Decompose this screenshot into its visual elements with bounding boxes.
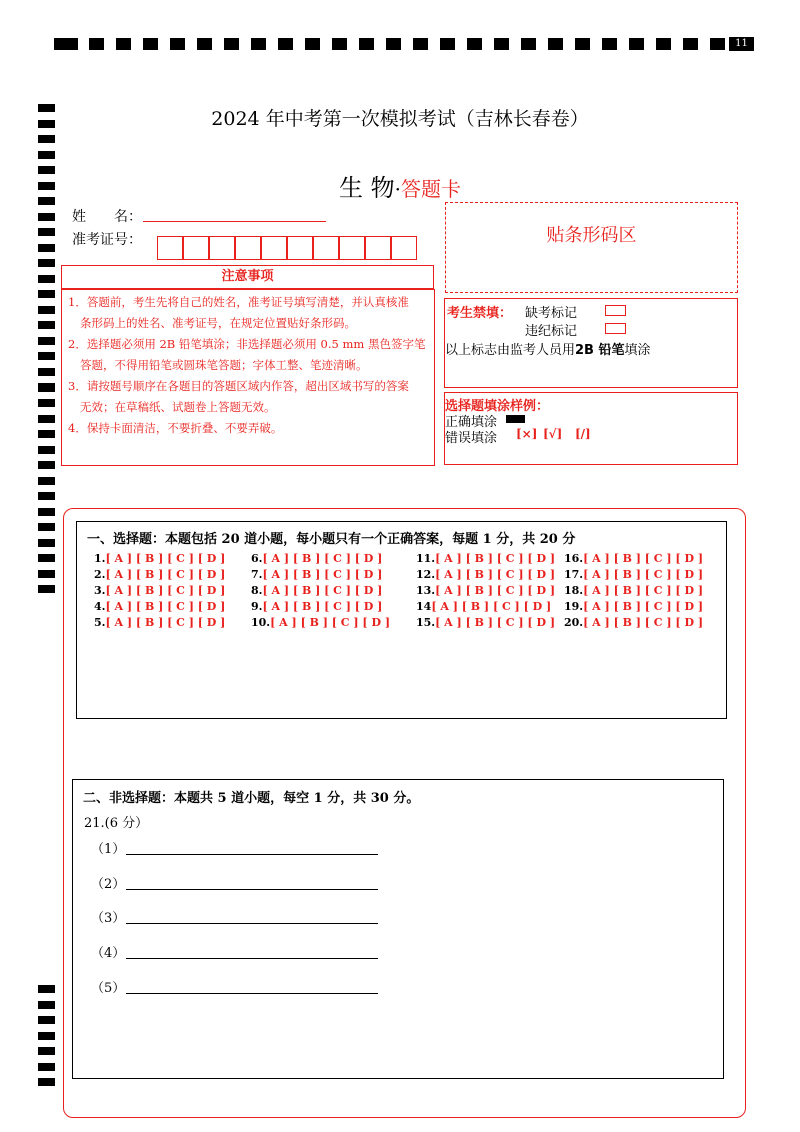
timing-mark [38,985,55,993]
timing-mark [413,38,428,50]
timing-mark [224,38,239,50]
forbidden-box [444,298,738,388]
choice-options[interactable]: [ A ] [ B ] [ C ] [ D ] [262,584,383,597]
notice-line: 4．保持卡面清洁，不要折叠、不要弄破。 [68,421,283,435]
timing-mark [38,539,55,547]
timing-mark [38,1063,55,1071]
question-number: 6. [251,552,263,565]
choice-options[interactable]: [ A ] [ B ] [ C ] [ D ] [583,584,704,597]
choice-options[interactable]: [ A ] [ B ] [ C ] [ D ] [583,568,704,581]
question-number: 19. [564,600,584,613]
timing-mark [38,570,55,578]
title-dot: · [394,177,401,201]
choice-options[interactable]: [ A ] [ B ] [ C ] [ D ] [583,600,704,613]
ticket-label: 准考证号： [72,232,142,248]
choice-item[interactable] [251,568,382,581]
timing-mark [440,38,455,50]
question-number: 7. [251,568,263,581]
timing-mark [494,38,509,50]
choice-item[interactable] [94,568,225,581]
timing-mark [278,38,293,50]
timing-mark [38,321,55,329]
question-number: 17. [564,568,584,581]
timing-mark [521,38,536,50]
choice-item[interactable] [251,552,382,565]
notice-header-box [61,265,434,289]
choice-grid [94,552,714,632]
section2-heading: 二、非选择题：本题共 5 道小题，每空 1 分，共 30 分。 [83,791,420,806]
choice-options[interactable]: [ A ] [ B ] [ C ] [ D ] [583,616,704,629]
sub-question-label: （5） [91,981,126,996]
timing-mark [38,1032,55,1040]
timing-mark [38,151,55,159]
choice-item[interactable] [251,600,382,613]
ticket-digit-box[interactable] [313,236,339,260]
page-number: 11 [729,37,754,51]
choice-item[interactable] [251,616,390,629]
choice-options[interactable]: [ A ] [ B ] [ C ] [ D ] [105,584,226,597]
fill-sample-heading: 选择题填涂样例： [445,399,550,414]
timing-mark [38,290,55,298]
wrong-fill-label: 错误填涂 [445,431,498,446]
choice-item[interactable] [251,584,382,597]
ticket-digit-box[interactable] [157,236,183,260]
timing-mark [38,508,55,516]
sub-question-label: （1） [91,842,126,857]
answer-line[interactable] [126,993,378,994]
subject-name: 生 物 [339,174,395,202]
timing-mark [38,399,55,407]
timing-mark [38,461,55,469]
choice-item[interactable] [94,552,225,565]
choice-options[interactable]: [ A ] [ B ] [ C ] [ D ] [435,616,556,629]
fill-sample-box [444,392,738,465]
barcode-area [445,202,738,293]
question-number: 8. [251,584,263,597]
wrong-mark-slash: [/] [575,427,591,441]
notice-line: 条形码上的姓名、准考证号，在规定位置贴好条形码。 [80,316,356,330]
section2-box [72,779,724,1079]
wrong-mark-check: [√] [543,427,563,441]
choice-options[interactable]: [ A ] [ B ] [ C ] [ D ] [270,616,391,629]
timing-mark [38,1047,55,1055]
timing-mark [386,38,401,50]
question-number: 3. [94,584,106,597]
ticket-digit-box[interactable] [183,236,209,260]
timing-mark [38,1001,55,1009]
timing-mark [38,352,55,360]
choice-options[interactable]: [ A ] [ B ] [ C ] [ D ] [262,568,383,581]
question-number: 9. [251,600,263,613]
ticket-digit-box[interactable] [391,236,417,260]
timing-mark [116,38,131,50]
choice-item[interactable] [564,584,703,597]
choice-item[interactable] [94,600,225,613]
timing-mark [38,492,55,500]
question-number: 1. [94,552,106,565]
choice-options[interactable]: [ A ] [ B ] [ C ] [ D ] [105,552,226,565]
timing-mark-bar [54,38,754,52]
answer-line[interactable] [126,854,378,855]
choice-options[interactable]: [ A ] [ B ] [ C ] [ D ] [431,600,552,613]
notice-heading: 注意事项 [221,269,274,284]
violation-mark-box[interactable] [605,323,626,334]
question-number: 4. [94,600,106,613]
section1-heading: 一、选择题：本题包括 20 道小题，每小题只有一个正确答案，每题 1 分，共 20 分 [87,532,576,547]
notice-line: 1．答题前，考生先将自己的姓名，准考证号填写清楚，并认真核准 [68,295,409,309]
timing-mark [54,38,78,50]
ticket-digit-box[interactable] [287,236,313,260]
question-number: 10. [251,616,271,629]
choice-options[interactable]: [ A ] [ B ] [ C ] [ D ] [435,584,556,597]
notice-line: 3．请按题号顺序在各题目的答题区域内作答，超出区域书写的答案 [68,379,409,393]
forbidden-note-suffix: 填涂 [624,343,651,358]
choice-options[interactable]: [ A ] [ B ] [ C ] [ D ] [105,616,226,629]
question-number: 11. [416,552,436,565]
sub-question-label: （4） [91,946,126,961]
ticket-number-boxes[interactable] [157,236,417,260]
forbidden-label: 考生禁填： [447,306,513,321]
ticket-digit-box[interactable] [261,236,287,260]
wrong-mark-x: [×] [516,427,538,441]
choice-options[interactable]: [ A ] [ B ] [ C ] [ D ] [262,552,383,565]
question-21-label: 21.(6 分） [84,816,149,831]
forbidden-note [445,339,651,358]
timing-mark [38,259,55,267]
timing-mark [38,1016,55,1024]
choice-item[interactable] [564,568,703,581]
question-number: 15. [416,616,436,629]
timing-mark [305,38,320,50]
ticket-digit-box[interactable] [209,236,235,260]
timing-mark [38,477,55,485]
notice-line: 2．选择题必须用 2B 铅笔填涂；非选择题必须用 0.5 mm 黑色签字笔 [68,337,426,351]
choice-item[interactable] [564,552,703,565]
answer-line[interactable] [126,889,378,890]
timing-mark [38,585,55,593]
forbidden-note-bold: 2B 铅笔 [575,343,625,358]
timing-mark [38,213,55,221]
exam-title: 2024 年中考第一次模拟考试（吉林长春卷） [211,108,589,130]
choice-options[interactable]: [ A ] [ B ] [ C ] [ D ] [435,568,556,581]
timing-mark [467,38,482,50]
forbidden-note-prefix: 以上标志由监考人员用 [445,343,576,358]
question-number: 14 [416,600,432,613]
timing-mark [170,38,185,50]
timing-mark [143,38,158,50]
timing-mark [38,368,55,376]
choice-item[interactable] [94,584,225,597]
timing-mark [38,446,55,454]
timing-mark [38,228,55,236]
question-number: 12. [416,568,436,581]
timing-mark [38,337,55,345]
timing-mark [629,38,644,50]
subject-title [0,168,800,203]
notice-box [61,289,435,466]
answer-line[interactable] [126,958,378,959]
timing-mark [38,430,55,438]
choice-item[interactable] [416,568,555,581]
absent-label: 缺考标记 [525,306,578,321]
timing-mark [89,38,104,50]
timing-mark [38,384,55,392]
choice-options[interactable]: [ A ] [ B ] [ C ] [ D ] [435,552,556,565]
choice-item[interactable] [564,600,703,613]
answer-line[interactable] [126,923,378,924]
card-label: 答题卡 [401,177,461,201]
correct-fill-label: 正确填涂 [445,415,498,430]
notice-line: 答题，不得用铅笔或圆珠笔答题；字体工整、笔迹清晰。 [80,358,368,372]
notice-line: 无效；在草稿纸、试题卷上答题无效。 [80,400,276,414]
timing-mark [656,38,671,50]
choice-item[interactable] [416,600,551,613]
question-number: 13. [416,584,436,597]
timing-mark [38,1078,55,1086]
timing-mark [602,38,617,50]
name-field[interactable] [143,221,326,222]
correct-fill-sample [506,415,525,423]
choice-options[interactable]: [ A ] [ B ] [ C ] [ D ] [105,568,226,581]
sub-question-label: （3） [91,911,126,926]
choice-options[interactable]: [ A ] [ B ] [ C ] [ D ] [105,600,226,613]
question-number: 2. [94,568,106,581]
violation-label: 违纪标记 [525,324,578,339]
timing-mark [38,306,55,314]
timing-mark [332,38,347,50]
timing-mark [38,415,55,423]
timing-mark [38,554,55,562]
timing-mark [38,244,55,252]
question-number: 18. [564,584,584,597]
name-label: 姓 名： [72,209,142,225]
timing-mark [251,38,266,50]
timing-mark [548,38,563,50]
ticket-digit-box[interactable] [235,236,261,260]
timing-mark [575,38,590,50]
choice-item[interactable] [564,616,703,629]
question-number: 5. [94,616,106,629]
choice-item[interactable] [416,584,555,597]
absent-mark-box[interactable] [605,305,626,316]
barcode-label: 贴条形码区 [546,225,637,246]
ticket-digit-box[interactable] [339,236,365,260]
choice-item[interactable] [416,552,555,565]
timing-mark [683,38,698,50]
timing-mark [38,275,55,283]
question-number: 20. [564,616,584,629]
timing-mark [38,523,55,531]
choice-item[interactable] [416,616,555,629]
timing-mark [359,38,374,50]
choice-options[interactable]: [ A ] [ B ] [ C ] [ D ] [262,600,383,613]
choice-options[interactable]: [ A ] [ B ] [ C ] [ D ] [583,552,704,565]
ticket-digit-box[interactable] [365,236,391,260]
sub-question-label: （2） [91,877,126,892]
question-number: 16. [564,552,584,565]
timing-mark [710,38,725,50]
timing-mark [197,38,212,50]
choice-item[interactable] [94,616,225,629]
timing-mark [38,135,55,143]
